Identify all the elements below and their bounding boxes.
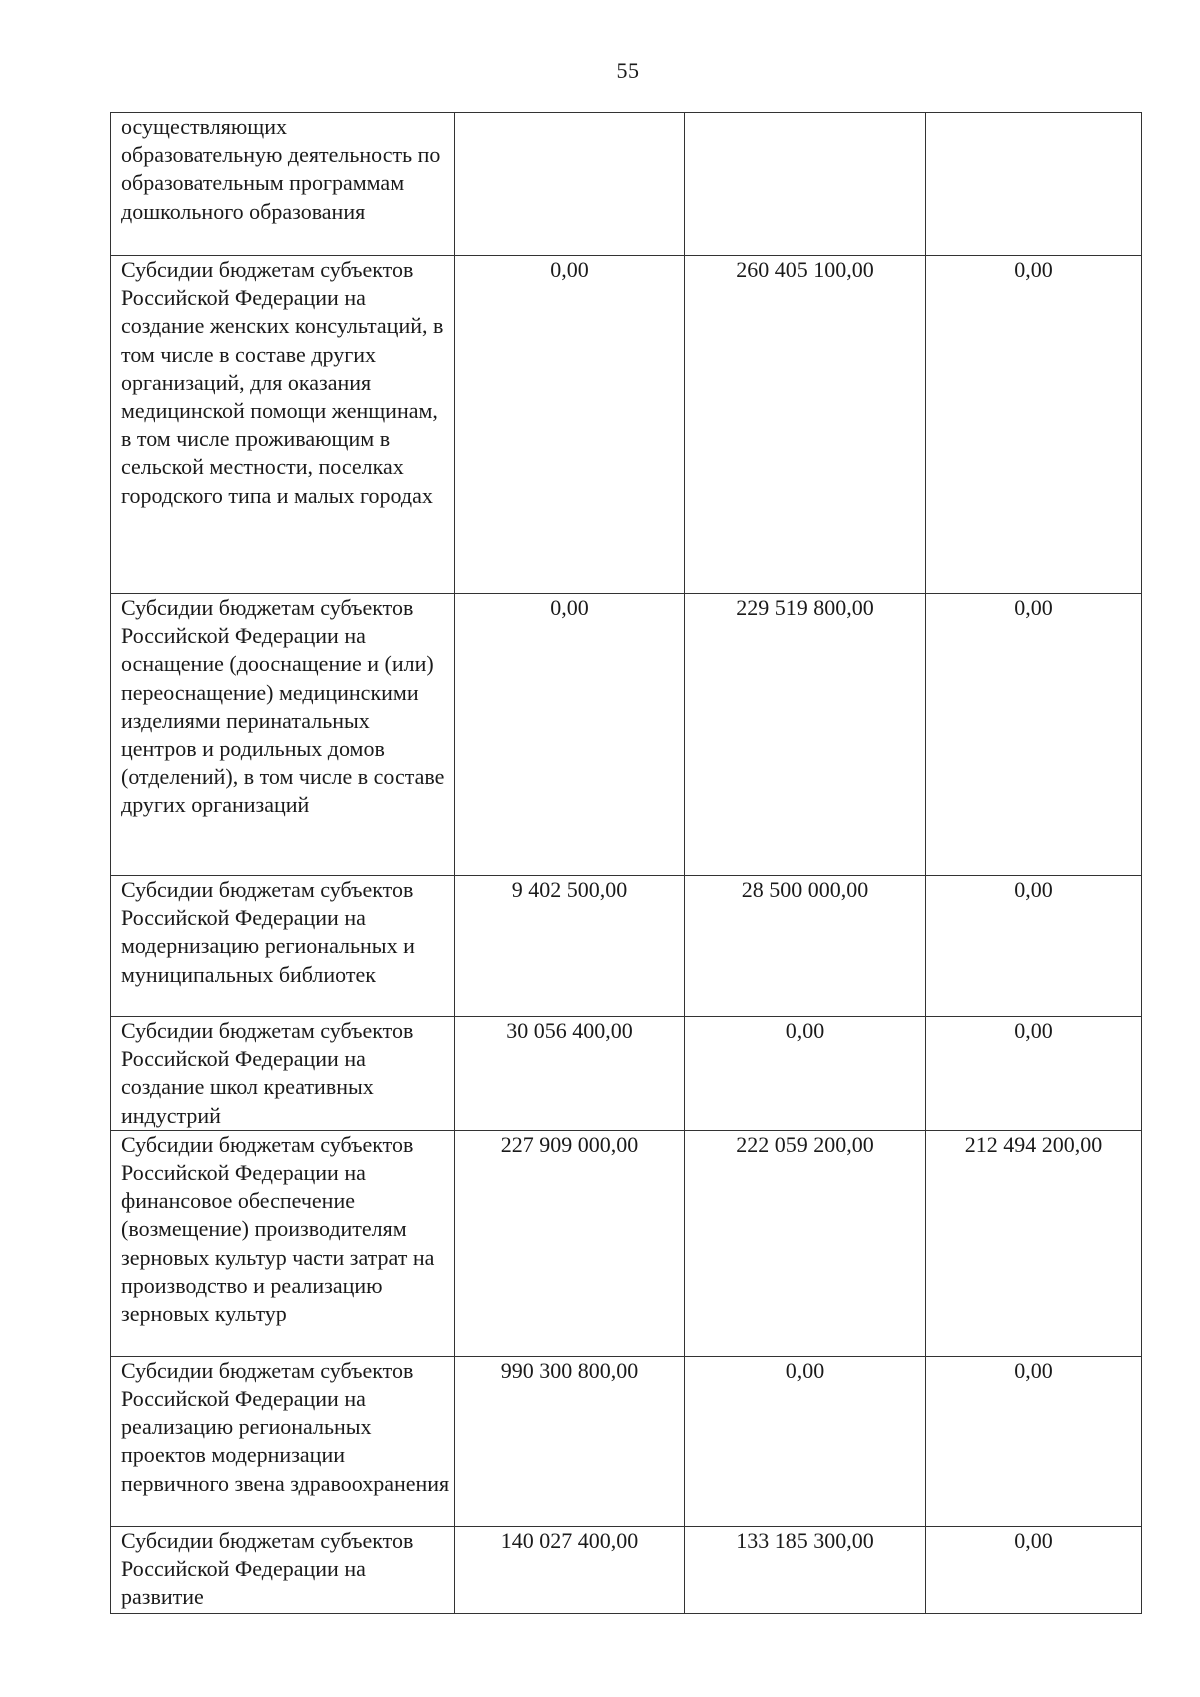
value-col-3 xyxy=(926,113,1142,256)
table-row xyxy=(111,594,1142,876)
value-col-1: 0,00 xyxy=(455,256,685,594)
value-col-3: 0,00 xyxy=(926,594,1142,876)
table-row xyxy=(111,1526,1142,1613)
value-col-2 xyxy=(685,113,926,256)
row-description: Субсидии бюджетам субъектов Российской Федерации на реализацию региональных проектов модернизации первичного звена здравоохранения xyxy=(111,1356,455,1526)
value-col-3: 0,00 xyxy=(926,256,1142,594)
row-description: Субсидии бюджетам субъектов Российской Федерации на создание женских консультаций, в том числе в составе других организаций, для оказания медицинской помощи женщинам, в том числе проживающим в сельской местности, поселках городского типа и малых городах xyxy=(111,256,455,594)
value-col-3: 0,00 xyxy=(926,1526,1142,1613)
row-description: Субсидии бюджетам субъектов Российской Федерации на оснащение (дооснащение и (или) переоснащение) медицинскими изделиями перинатальных центров и родильных домов (отделений), в том числе в составе других организаций xyxy=(111,594,455,876)
row-description: Субсидии бюджетам субъектов Российской Федерации на развитие xyxy=(111,1526,455,1613)
value-col-3: 212 494 200,00 xyxy=(926,1130,1142,1356)
value-col-1: 30 056 400,00 xyxy=(455,1017,685,1131)
value-col-1: 0,00 xyxy=(455,594,685,876)
value-col-2: 222 059 200,00 xyxy=(685,1130,926,1356)
value-col-2: 0,00 xyxy=(685,1017,926,1131)
table-row xyxy=(111,113,1142,256)
table-row xyxy=(111,1356,1142,1526)
row-description: Субсидии бюджетам субъектов Российской Федерации на создание школ креативных индустрий xyxy=(111,1017,455,1131)
value-col-2: 133 185 300,00 xyxy=(685,1526,926,1613)
row-description: осуществляющих образовательную деятельность по образовательным программам дошкольного образования xyxy=(111,113,455,256)
table-row xyxy=(111,876,1142,1017)
value-col-1: 990 300 800,00 xyxy=(455,1356,685,1526)
value-col-2: 28 500 000,00 xyxy=(685,876,926,1017)
page-number: 55 xyxy=(616,58,640,83)
value-col-2: 260 405 100,00 xyxy=(685,256,926,594)
value-col-2: 0,00 xyxy=(685,1356,926,1526)
value-col-1: 9 402 500,00 xyxy=(455,876,685,1017)
value-col-1: 140 027 400,00 xyxy=(455,1526,685,1613)
table-row xyxy=(111,1130,1142,1356)
row-description: Субсидии бюджетам субъектов Российской Федерации на финансовое обеспечение (возмещение) производителям зерновых культур части затрат на производство и реализацию зерновых культур xyxy=(111,1130,455,1356)
budget-table xyxy=(110,112,1142,1614)
row-description: Субсидии бюджетам субъектов Российской Федерации на модернизацию региональных и муниципальных библиотек xyxy=(111,876,455,1017)
value-col-3: 0,00 xyxy=(926,876,1142,1017)
table-row xyxy=(111,1017,1142,1131)
value-col-3: 0,00 xyxy=(926,1356,1142,1526)
table-row xyxy=(111,256,1142,594)
value-col-2: 229 519 800,00 xyxy=(685,594,926,876)
value-col-1 xyxy=(455,113,685,256)
value-col-1: 227 909 000,00 xyxy=(455,1130,685,1356)
value-col-3: 0,00 xyxy=(926,1017,1142,1131)
